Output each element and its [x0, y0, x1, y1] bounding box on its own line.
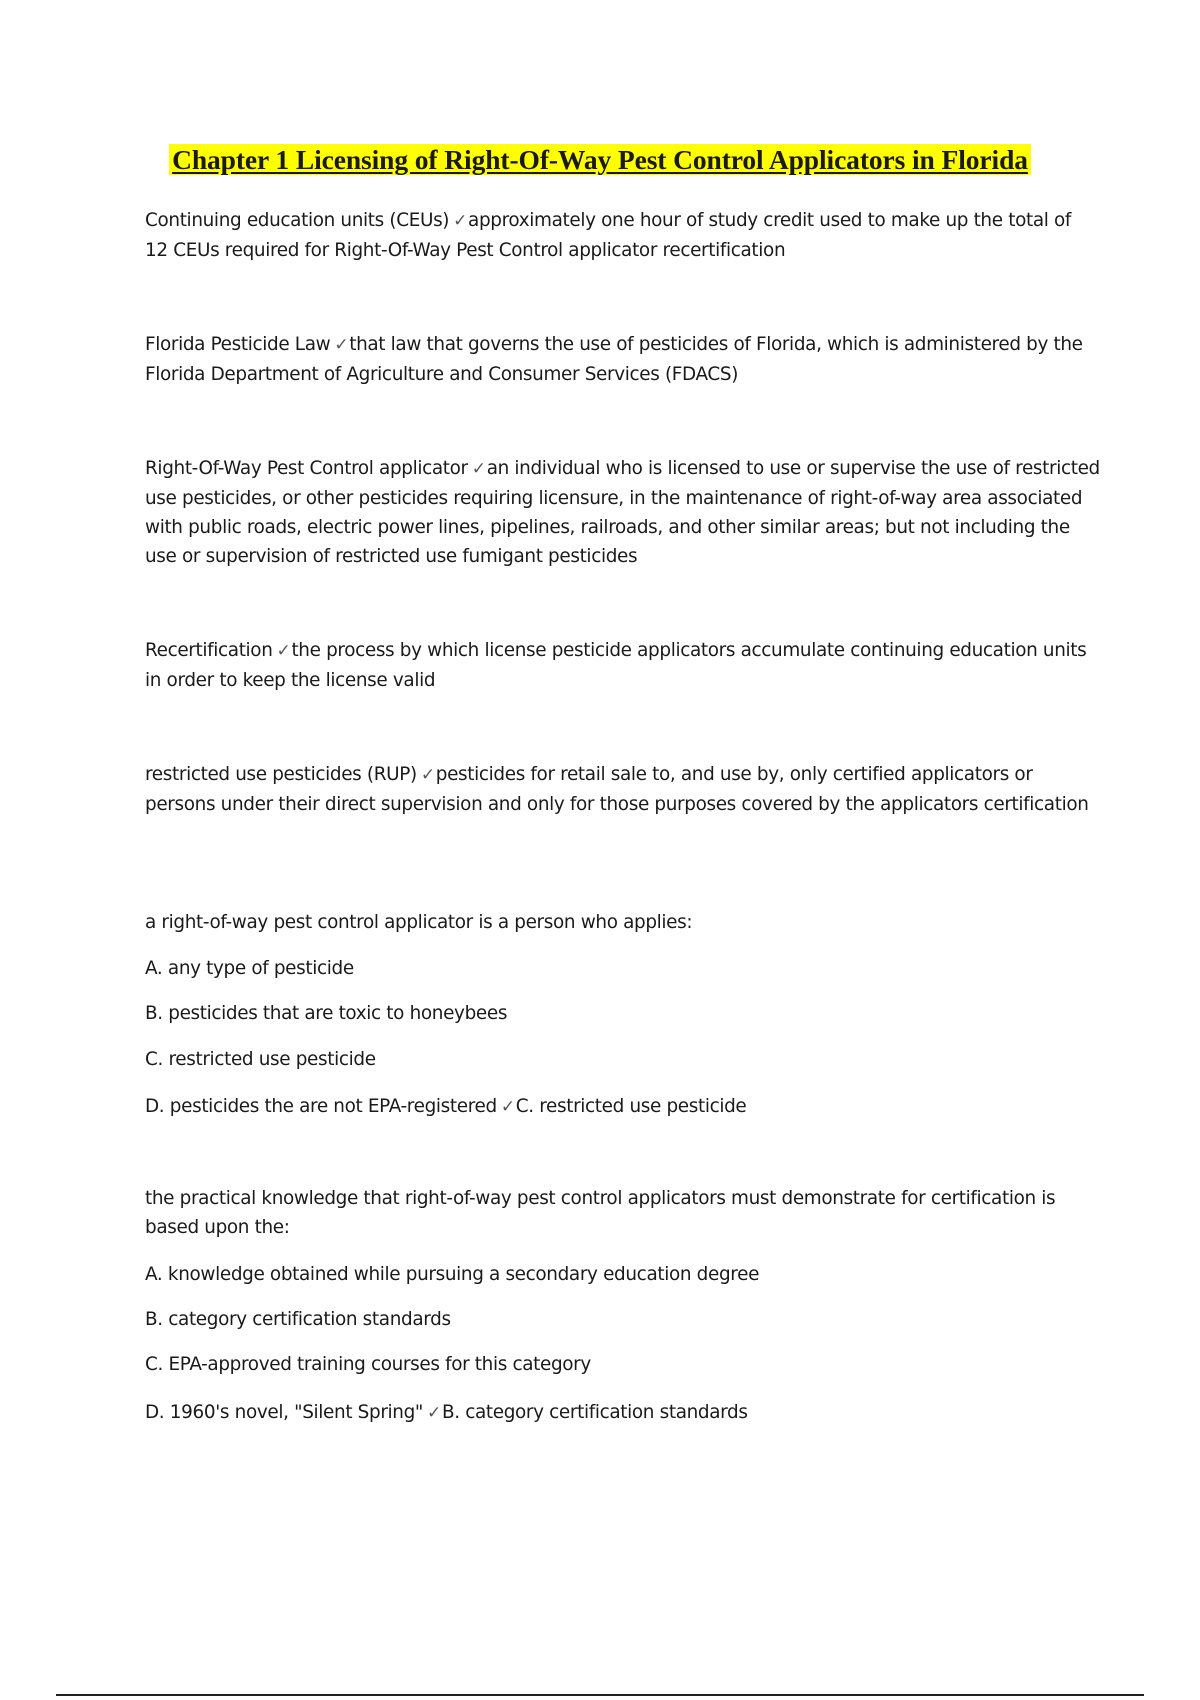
question-option: A. knowledge obtained while pursuing a secondary education degree: [145, 1264, 760, 1285]
question-option: D. pesticides the are not EPA-registered: [145, 1096, 497, 1117]
definition-text: an individual who is licensed to use or supervise the use of restricted use pesticides, or other pesticides requiring licensure, in the maintenance of right-of-way area associated with public roads, electric power lines, pipelines, railroads, and other similar areas; but not including the use or supervision of restricted use fumigant pesticides: [145, 458, 1100, 567]
question-answer: C. restricted use pesticide: [515, 1096, 747, 1117]
definition-text: approximately one hour of study credit used to make up the total of 12 CEUs required for Right-Of-Way Pest Control applicator recertification: [145, 210, 1072, 261]
definition-term: Recertification: [145, 640, 273, 661]
check-icon: ✓: [471, 459, 486, 479]
question-option: B. pesticides that are toxic to honeybees: [145, 1003, 508, 1024]
definition-text: that law that governs the use of pesticides of Florida, which is administered by the Florida Department of Agriculture and Consumer Services (FDACS): [145, 334, 1083, 385]
definition-text: pesticides for retail sale to, and use by, only certified applicators or persons under their direct supervision and only for those purposes covered by the applicators certification: [145, 764, 1089, 815]
definition-entry: [145, 760, 1095, 819]
check-icon: ✓: [334, 335, 349, 355]
question-option: C. restricted use pesticide: [145, 1049, 376, 1070]
page-title: Chapter 1 Licensing of Right-Of-Way Pest Control Applicators in Florida: [169, 144, 1031, 175]
check-icon: ✓: [427, 1403, 441, 1423]
definition-term: Florida Pesticide Law: [145, 334, 331, 355]
question-option: D. 1960's novel, "Silent Spring": [145, 1402, 424, 1423]
check-icon: ✓: [276, 641, 291, 661]
definition-entry: [145, 206, 1095, 265]
definition-text: the process by which license pesticide applicators accumulate continuing education units in order to keep the license valid: [145, 640, 1087, 691]
question-option-with-answer: [145, 1092, 1095, 1122]
question-stem: the practical knowledge that right-of-way pest control applicators must demonstrate for certification is based upon the:: [145, 1188, 1056, 1238]
question-option: B. category certification standards: [145, 1309, 451, 1330]
check-icon: ✓: [420, 765, 435, 785]
footer-divider: [56, 1694, 1144, 1696]
definition-term: Right-Of-Way Pest Control applicator: [145, 458, 468, 479]
definition-entry: [145, 330, 1095, 389]
definition-entry: [145, 636, 1095, 695]
definition-term: Continuing education units (CEUs): [145, 210, 450, 231]
question-answer: B. category certification standards: [441, 1402, 748, 1423]
question-option: C. EPA-approved training courses for this category: [145, 1354, 591, 1375]
question-option: A. any type of pesticide: [145, 958, 354, 979]
question-option-with-answer: [145, 1398, 1095, 1428]
definition-term: restricted use pesticides (RUP): [145, 764, 417, 785]
question-stem: a right-of-way pest control applicator is a person who applies:: [145, 912, 693, 933]
definition-entry: [145, 454, 1100, 571]
check-icon: ✓: [453, 211, 468, 231]
check-icon: ✓: [500, 1097, 515, 1117]
title-block: [0, 144, 1200, 176]
